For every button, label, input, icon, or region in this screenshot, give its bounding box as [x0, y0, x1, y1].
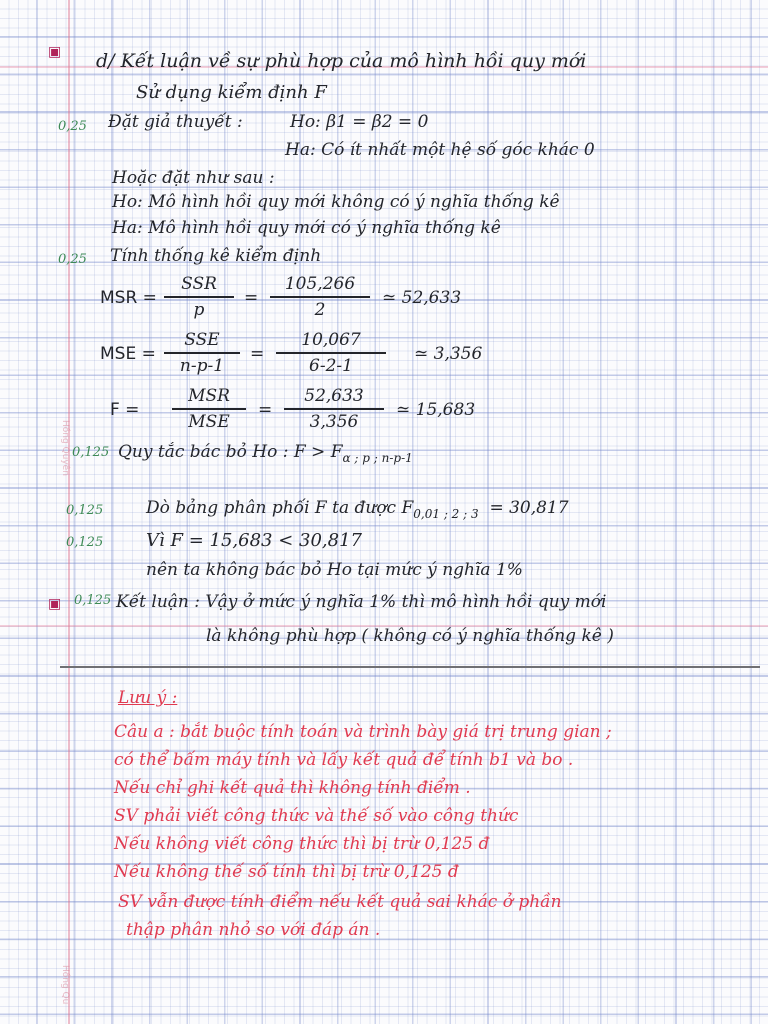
msr-fraction-2: [270, 274, 370, 320]
rejection-rule: Quy tắc bác bỏ Ho : $F > F_{\alpha ; p ; n-p-1}$: [118, 442, 413, 465]
notes-title: Lưu ý :: [118, 688, 178, 708]
score-mark: 0,125: [66, 535, 104, 550]
section-divider: [60, 666, 760, 668]
conclusion-line-2: là không phù hợp ( không có ý nghĩa thống kê ): [206, 626, 614, 646]
section-title: d/ Kết luận về sự phù hợp của mô hình hồi quy mới: [96, 50, 587, 72]
fraction-numerator: 105,266: [284, 274, 356, 294]
comparison-line: Vì F = 15,683 < 30,817: [146, 530, 362, 551]
mse-result: ≃ 3,356: [414, 344, 483, 364]
hypothesis-label: Đặt giả thuyết :: [108, 112, 243, 132]
fraction-numerator: SSE: [184, 330, 220, 350]
alt-hypothesis: Ha: Có ít nhất một hệ số góc khác 0: [285, 140, 595, 160]
table-value: = 30,817: [489, 498, 569, 518]
page-corner-mark-icon: ▣: [48, 596, 62, 612]
score-mark: 0,125: [66, 503, 104, 518]
fraction-numerator: 10,067: [301, 330, 361, 350]
msr-result: ≃ 52,633: [382, 288, 462, 308]
equals-sign: =: [244, 288, 259, 308]
null-hypothesis: Ho: β1 = β2 = 0: [290, 112, 429, 132]
fraction-denominator: 2: [314, 299, 326, 320]
fraction-denominator: 6-2-1: [309, 355, 353, 376]
f-fraction-1: [172, 386, 246, 432]
score-mark: 0,125: [74, 593, 112, 608]
f-lhs: F =: [110, 400, 140, 420]
fraction-numerator: MSR: [188, 386, 230, 406]
watermark-text: Hồng Qu: [60, 965, 70, 1005]
no-reject-line: nên ta không bác bỏ Ho tại mức ý nghĩa 1%: [146, 560, 523, 580]
msr-fraction-1: [164, 274, 234, 320]
rejection-subscript: α ; p ; n-p-1: [342, 451, 413, 465]
watermark-text: Hồng Quyên: [60, 420, 70, 476]
note-line: Nếu không viết công thức thì bị trừ 0,125 đ: [114, 834, 490, 854]
mse-lhs: MSE =: [100, 344, 156, 364]
note-line: Nếu chỉ ghi kết quả thì không tính điểm .: [114, 778, 471, 798]
note-line: có thể bấm máy tính và lấy kết quả để tính b1 và bo .: [114, 750, 574, 770]
msr-lhs: MSR =: [100, 288, 157, 308]
note-line: thập phân nhỏ so với đáp án .: [126, 920, 381, 940]
note-line: SV vẫn được tính điểm nếu kết quả sai khác ở phần: [118, 892, 562, 912]
note-line: Nếu không thế số tính thì bị trừ 0,125 đ: [114, 862, 459, 882]
fraction-denominator: p: [193, 299, 205, 320]
fraction-numerator: 52,633: [304, 386, 364, 406]
equals-sign: =: [258, 400, 273, 420]
score-mark: 0,125: [72, 445, 110, 460]
note-line: SV phải viết công thức và thế số vào công thức: [114, 806, 519, 826]
alt-null-hypothesis: Ho: Mô hình hồi quy mới không có ý nghĩa thống kê: [112, 192, 560, 212]
equals-sign: =: [250, 344, 265, 364]
fraction-denominator: n-p-1: [179, 355, 225, 376]
mse-fraction-1: [164, 330, 240, 376]
page-corner-mark-icon: ▣: [48, 44, 62, 60]
f-result: ≃ 15,683: [396, 400, 476, 420]
score-mark: 0,25: [58, 252, 87, 267]
conclusion-line-1: Kết luận : Vậy ở mức ý nghĩa 1% thì mô hình hồi quy mới: [116, 592, 607, 612]
mse-fraction-2: [276, 330, 386, 376]
alt-alt-hypothesis: Ha: Mô hình hồi quy mới có ý nghĩa thống kê: [112, 218, 501, 238]
alt-intro: Hoặc đặt như sau :: [112, 168, 275, 188]
fraction-denominator: 3,356: [309, 411, 359, 432]
table-lookup: Dò bảng phân phối F ta được $F_{0,01 ; 2 ; 3} = 30,817$: [146, 498, 569, 521]
fraction-numerator: SSR: [181, 274, 217, 294]
f-fraction-2: [284, 386, 384, 432]
statistic-label: Tính thống kê kiểm định: [110, 246, 322, 266]
table-subscript: 0,01 ; 2 ; 3: [413, 507, 479, 521]
note-line: Câu a : bắt buộc tính toán và trình bày giá trị trung gian ;: [114, 722, 612, 742]
fraction-denominator: MSE: [188, 411, 230, 432]
section-subtitle: Sử dụng kiểm định F: [136, 82, 327, 103]
score-mark: 0,25: [58, 119, 87, 134]
